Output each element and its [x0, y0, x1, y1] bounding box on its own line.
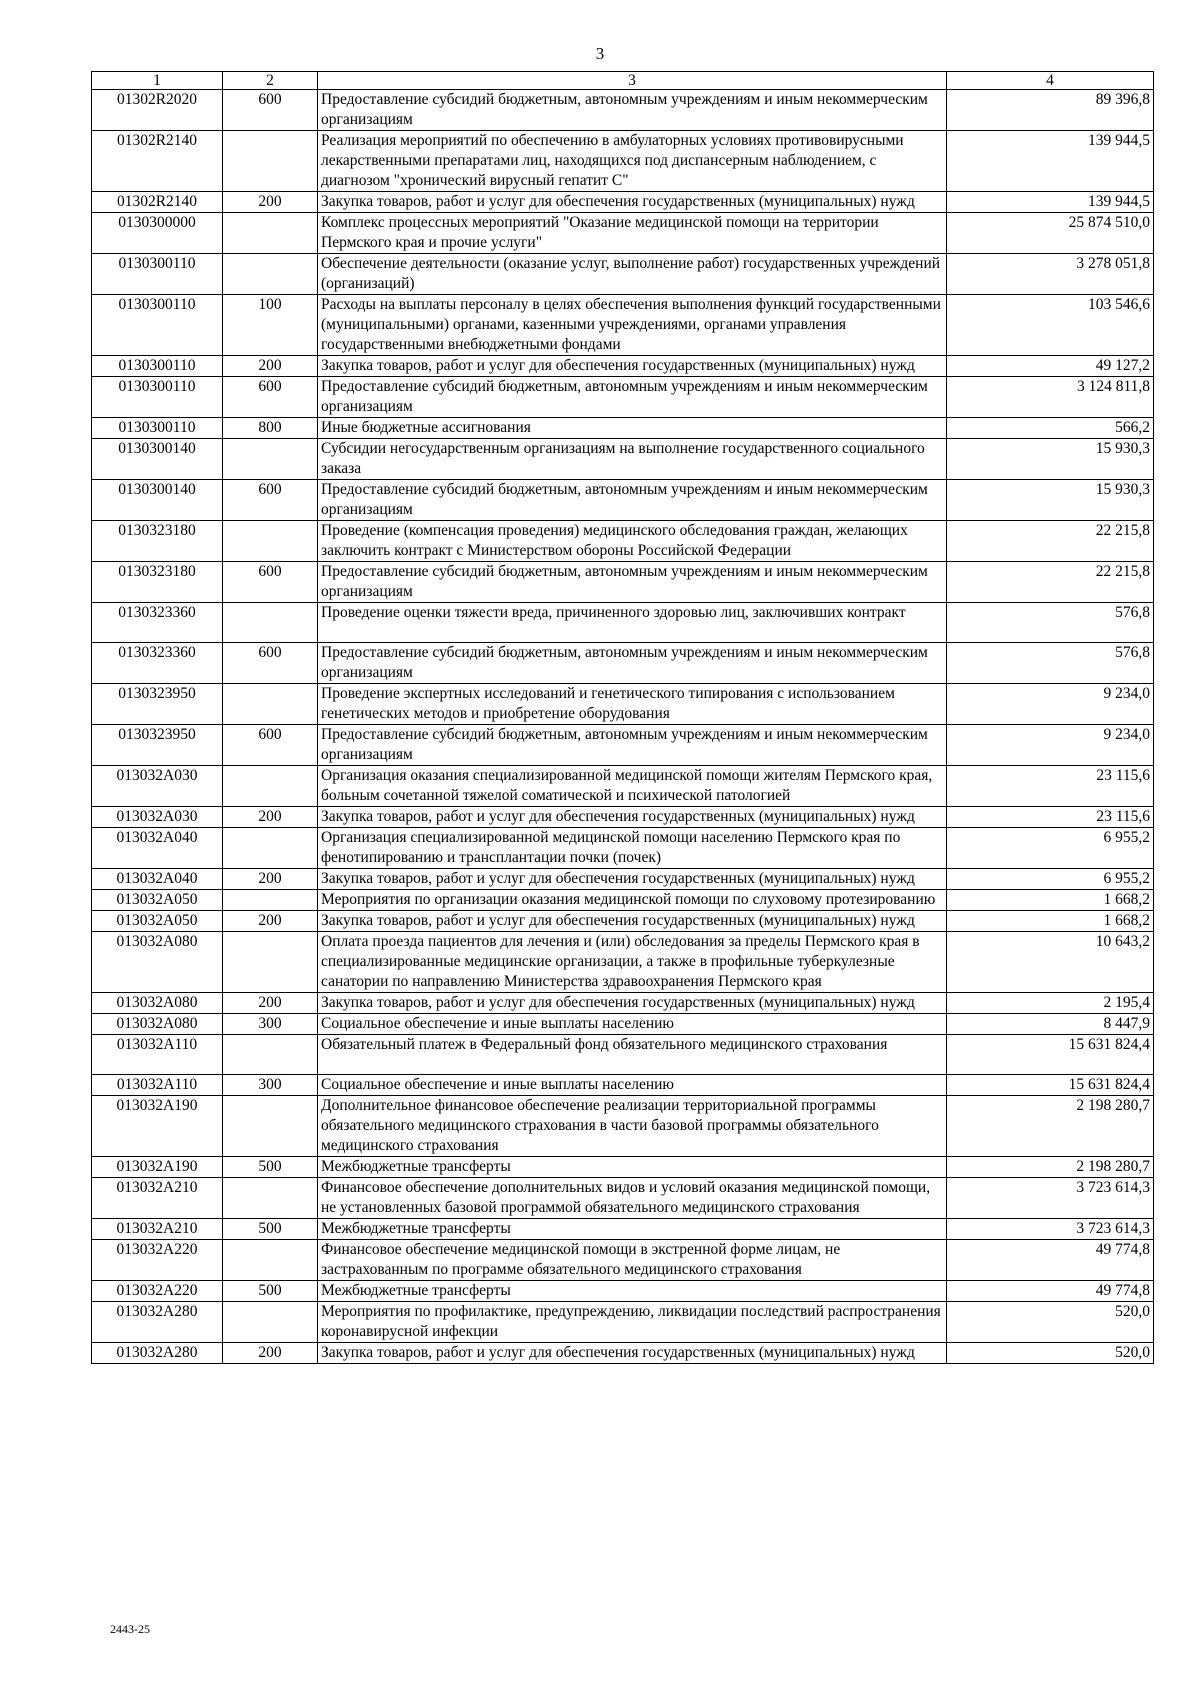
row-code: 01302R2140 [92, 192, 223, 213]
header-col-3: 3 [318, 72, 947, 90]
row-description: Межбюджетные трансферты [318, 1219, 947, 1240]
row-expense-type: 200 [223, 356, 318, 377]
row-code: 0130300140 [92, 480, 223, 521]
budget-table [91, 71, 1154, 1364]
row-code: 01302R2020 [92, 90, 223, 131]
row-code: 0130323180 [92, 521, 223, 562]
row-expense-type [223, 1302, 318, 1343]
row-amount: 576,8 [947, 603, 1154, 643]
row-expense-type: 500 [223, 1157, 318, 1178]
table-row [92, 1343, 1154, 1364]
table-header-row [92, 72, 1154, 90]
row-code: 0130323180 [92, 562, 223, 603]
row-expense-type: 300 [223, 1075, 318, 1096]
row-expense-type [223, 684, 318, 725]
row-expense-type: 800 [223, 418, 318, 439]
row-expense-type: 600 [223, 725, 318, 766]
table-row [92, 932, 1154, 993]
table-row [92, 869, 1154, 890]
row-expense-type [223, 1178, 318, 1219]
table-row [92, 911, 1154, 932]
row-amount: 6 955,2 [947, 828, 1154, 869]
row-expense-type [223, 439, 318, 480]
row-code: 0130300140 [92, 439, 223, 480]
row-amount: 9 234,0 [947, 725, 1154, 766]
row-code: 013032А030 [92, 766, 223, 807]
row-description: Организация специализированной медицинской помощи населению Пермского края по фенотипированию и трансплантации почки (почек) [318, 828, 947, 869]
row-amount: 2 198 280,7 [947, 1157, 1154, 1178]
row-expense-type: 600 [223, 377, 318, 418]
row-amount: 1 668,2 [947, 911, 1154, 932]
row-amount: 15 930,3 [947, 439, 1154, 480]
row-expense-type: 300 [223, 1014, 318, 1035]
row-description: Организация оказания специализированной медицинской помощи жителям Пермского края, больным сочетанной тяжелой соматической и психической патологией [318, 766, 947, 807]
row-amount: 15 930,3 [947, 480, 1154, 521]
row-description: Финансовое обеспечение дополнительных видов и условий оказания медицинской помощи, не установленных базовой программой обязательного медицинского страхования [318, 1178, 947, 1219]
row-amount: 49 774,8 [947, 1281, 1154, 1302]
row-expense-type: 200 [223, 1343, 318, 1364]
table-row [92, 1302, 1154, 1343]
row-description: Закупка товаров, работ и услуг для обеспечения государственных (муниципальных) нужд [318, 192, 947, 213]
row-description: Социальное обеспечение и иные выплаты населению [318, 1075, 947, 1096]
row-amount: 25 874 510,0 [947, 213, 1154, 254]
row-description: Иные бюджетные ассигнования [318, 418, 947, 439]
table-row [92, 993, 1154, 1014]
table-row [92, 439, 1154, 480]
table-row [92, 684, 1154, 725]
row-description: Субсидии негосударственным организациям на выполнение государственного социального заказа [318, 439, 947, 480]
row-description: Межбюджетные трансферты [318, 1157, 947, 1178]
row-description: Расходы на выплаты персоналу в целях обеспечения выполнения функций государственными (муниципальными) органами, казенными учреждениями, органами управления государственными внебюджетными фондами [318, 295, 947, 356]
row-code: 013032А110 [92, 1075, 223, 1096]
row-expense-type [223, 890, 318, 911]
row-description: Предоставление субсидий бюджетным, автономным учреждениям и иным некоммерческим организациям [318, 643, 947, 684]
row-description: Предоставление субсидий бюджетным, автономным учреждениям и иным некоммерческим организациям [318, 377, 947, 418]
row-description: Дополнительное финансовое обеспечение реализации территориальной программы обязательного медицинского страхования в части базовой программы обязательного медицинского страхования [318, 1096, 947, 1157]
row-description: Проведение экспертных исследований и генетического типирования с использованием генетических методов и приобретение оборудования [318, 684, 947, 725]
row-description: Реализация мероприятий по обеспечению в амбулаторных условиях противовирусными лекарственными препаратами лиц, находящихся под диспансерным наблюдением, с диагнозом "хронический вирусный гепатит С" [318, 131, 947, 192]
table-row [92, 213, 1154, 254]
row-description: Предоставление субсидий бюджетным, автономным учреждениям и иным некоммерческим организациям [318, 725, 947, 766]
row-code: 013032А040 [92, 869, 223, 890]
row-description: Закупка товаров, работ и услуг для обеспечения государственных (муниципальных) нужд [318, 993, 947, 1014]
table-row [92, 562, 1154, 603]
table-row [92, 725, 1154, 766]
row-code: 013032А190 [92, 1157, 223, 1178]
row-code: 013032А080 [92, 993, 223, 1014]
table-row [92, 295, 1154, 356]
table-row [92, 377, 1154, 418]
row-description: Обеспечение деятельности (оказание услуг, выполнение работ) государственных учреждений (организаций) [318, 254, 947, 295]
row-expense-type [223, 254, 318, 295]
row-amount: 520,0 [947, 1302, 1154, 1343]
row-code: 0130300000 [92, 213, 223, 254]
row-expense-type: 500 [223, 1281, 318, 1302]
row-description: Предоставление субсидий бюджетным, автономным учреждениям и иным некоммерческим организациям [318, 90, 947, 131]
row-expense-type: 200 [223, 192, 318, 213]
table-row [92, 418, 1154, 439]
row-description: Закупка товаров, работ и услуг для обеспечения государственных (муниципальных) нужд [318, 911, 947, 932]
row-description: Межбюджетные трансферты [318, 1281, 947, 1302]
row-description: Закупка товаров, работ и услуг для обеспечения государственных (муниципальных) нужд [318, 807, 947, 828]
row-description: Финансовое обеспечение медицинской помощи в экстренной форме лицам, не застрахованным по программе обязательного медицинского страхования [318, 1240, 947, 1281]
row-description: Закупка товаров, работ и услуг для обеспечения государственных (муниципальных) нужд [318, 356, 947, 377]
row-amount: 139 944,5 [947, 131, 1154, 192]
table-row [92, 1281, 1154, 1302]
row-amount: 15 631 824,4 [947, 1075, 1154, 1096]
row-expense-type [223, 213, 318, 254]
row-amount: 2 198 280,7 [947, 1096, 1154, 1157]
row-expense-type: 600 [223, 90, 318, 131]
row-code: 013032А280 [92, 1343, 223, 1364]
row-expense-type: 100 [223, 295, 318, 356]
row-description: Проведение оценки тяжести вреда, причиненного здоровью лиц, заключивших контракт [318, 603, 947, 643]
table-row [92, 521, 1154, 562]
table-row [92, 90, 1154, 131]
row-amount: 22 215,8 [947, 521, 1154, 562]
row-amount: 3 723 614,3 [947, 1178, 1154, 1219]
table-row [92, 192, 1154, 213]
row-expense-type: 200 [223, 807, 318, 828]
table-body [92, 90, 1154, 1364]
row-amount: 10 643,2 [947, 932, 1154, 993]
row-code: 01302R2140 [92, 131, 223, 192]
row-code: 013032А080 [92, 932, 223, 993]
row-code: 0130300110 [92, 295, 223, 356]
table-row [92, 1014, 1154, 1035]
row-code: 013032А210 [92, 1178, 223, 1219]
row-expense-type [223, 932, 318, 993]
row-expense-type [223, 828, 318, 869]
header-col-2: 2 [223, 72, 318, 90]
row-amount: 49 127,2 [947, 356, 1154, 377]
row-expense-type [223, 521, 318, 562]
table-row [92, 1096, 1154, 1157]
row-expense-type: 600 [223, 643, 318, 684]
row-code: 013032А050 [92, 890, 223, 911]
row-code: 0130323950 [92, 684, 223, 725]
row-code: 013032А220 [92, 1281, 223, 1302]
row-code: 0130300110 [92, 418, 223, 439]
row-amount: 103 546,6 [947, 295, 1154, 356]
row-amount: 3 124 811,8 [947, 377, 1154, 418]
row-expense-type: 600 [223, 562, 318, 603]
row-description: Социальное обеспечение и иные выплаты населению [318, 1014, 947, 1035]
row-description: Мероприятия по профилактике, предупреждению, ликвидации последствий распространения коронавирусной инфекции [318, 1302, 947, 1343]
table-row [92, 828, 1154, 869]
row-amount: 3 723 614,3 [947, 1219, 1154, 1240]
table-row [92, 1075, 1154, 1096]
row-amount: 566,2 [947, 418, 1154, 439]
row-code: 0130323360 [92, 603, 223, 643]
row-amount: 49 774,8 [947, 1240, 1154, 1281]
row-description: Проведение (компенсация проведения) медицинского обследования граждан, желающих заключить контракт с Министерством обороны Российской Федерации [318, 521, 947, 562]
row-description: Комплекс процессных мероприятий "Оказание медицинской помощи на территории Пермского края и прочие услуги" [318, 213, 947, 254]
row-description: Мероприятия по организации оказания медицинской помощи по слуховому протезированию [318, 890, 947, 911]
row-code: 013032А210 [92, 1219, 223, 1240]
table-row [92, 131, 1154, 192]
row-code: 013032А220 [92, 1240, 223, 1281]
header-col-4: 4 [947, 72, 1154, 90]
table-row [92, 1178, 1154, 1219]
row-code: 013032А190 [92, 1096, 223, 1157]
row-amount: 8 447,9 [947, 1014, 1154, 1035]
table-row [92, 1240, 1154, 1281]
table-row [92, 1219, 1154, 1240]
table-row [92, 643, 1154, 684]
row-expense-type [223, 1240, 318, 1281]
row-code: 013032А110 [92, 1035, 223, 1075]
row-amount: 9 234,0 [947, 684, 1154, 725]
row-expense-type: 200 [223, 993, 318, 1014]
table-row [92, 807, 1154, 828]
table-row [92, 254, 1154, 295]
row-expense-type [223, 766, 318, 807]
table-row [92, 480, 1154, 521]
row-amount: 6 955,2 [947, 869, 1154, 890]
row-code: 013032А280 [92, 1302, 223, 1343]
row-description: Оплата проезда пациентов для лечения и (или) обследования за пределы Пермского края в специализированные медицинские организации, а также в профильные туберкулезные санатории по направлению Министерства здравоохранения Пермского края [318, 932, 947, 993]
row-code: 0130300110 [92, 254, 223, 295]
row-amount: 1 668,2 [947, 890, 1154, 911]
table-row [92, 603, 1154, 643]
row-code: 013032А080 [92, 1014, 223, 1035]
table-row [92, 766, 1154, 807]
table-row [92, 1035, 1154, 1075]
row-description: Обязательный платеж в Федеральный фонд обязательного медицинского страхования [318, 1035, 947, 1075]
row-code: 0130323950 [92, 725, 223, 766]
row-expense-type [223, 131, 318, 192]
row-amount: 139 944,5 [947, 192, 1154, 213]
row-code: 0130300110 [92, 356, 223, 377]
row-amount: 2 195,4 [947, 993, 1154, 1014]
row-expense-type [223, 603, 318, 643]
row-code: 013032А050 [92, 911, 223, 932]
row-description: Предоставление субсидий бюджетным, автономным учреждениям и иным некоммерческим организациям [318, 562, 947, 603]
row-amount: 23 115,6 [947, 807, 1154, 828]
row-code: 0130300110 [92, 377, 223, 418]
table-row [92, 890, 1154, 911]
row-amount: 15 631 824,4 [947, 1035, 1154, 1075]
row-code: 013032А030 [92, 807, 223, 828]
row-expense-type [223, 1035, 318, 1075]
row-amount: 22 215,8 [947, 562, 1154, 603]
row-description: Закупка товаров, работ и услуг для обеспечения государственных (муниципальных) нужд [318, 869, 947, 890]
row-description: Закупка товаров, работ и услуг для обеспечения государственных (муниципальных) нужд [318, 1343, 947, 1364]
row-description: Предоставление субсидий бюджетным, автономным учреждениям и иным некоммерческим организациям [318, 480, 947, 521]
page-number: 3 [595, 44, 605, 63]
row-amount: 23 115,6 [947, 766, 1154, 807]
table-row [92, 356, 1154, 377]
row-amount: 576,8 [947, 643, 1154, 684]
row-amount: 3 278 051,8 [947, 254, 1154, 295]
row-expense-type: 200 [223, 911, 318, 932]
row-expense-type [223, 1096, 318, 1157]
row-expense-type: 600 [223, 480, 318, 521]
header-col-1: 1 [92, 72, 223, 90]
row-expense-type: 200 [223, 869, 318, 890]
row-amount: 89 396,8 [947, 90, 1154, 131]
row-code: 013032А040 [92, 828, 223, 869]
row-amount: 520,0 [947, 1343, 1154, 1364]
document-code: 2443-25 [110, 1622, 150, 1636]
row-code: 0130323360 [92, 643, 223, 684]
table-row [92, 1157, 1154, 1178]
row-expense-type: 500 [223, 1219, 318, 1240]
